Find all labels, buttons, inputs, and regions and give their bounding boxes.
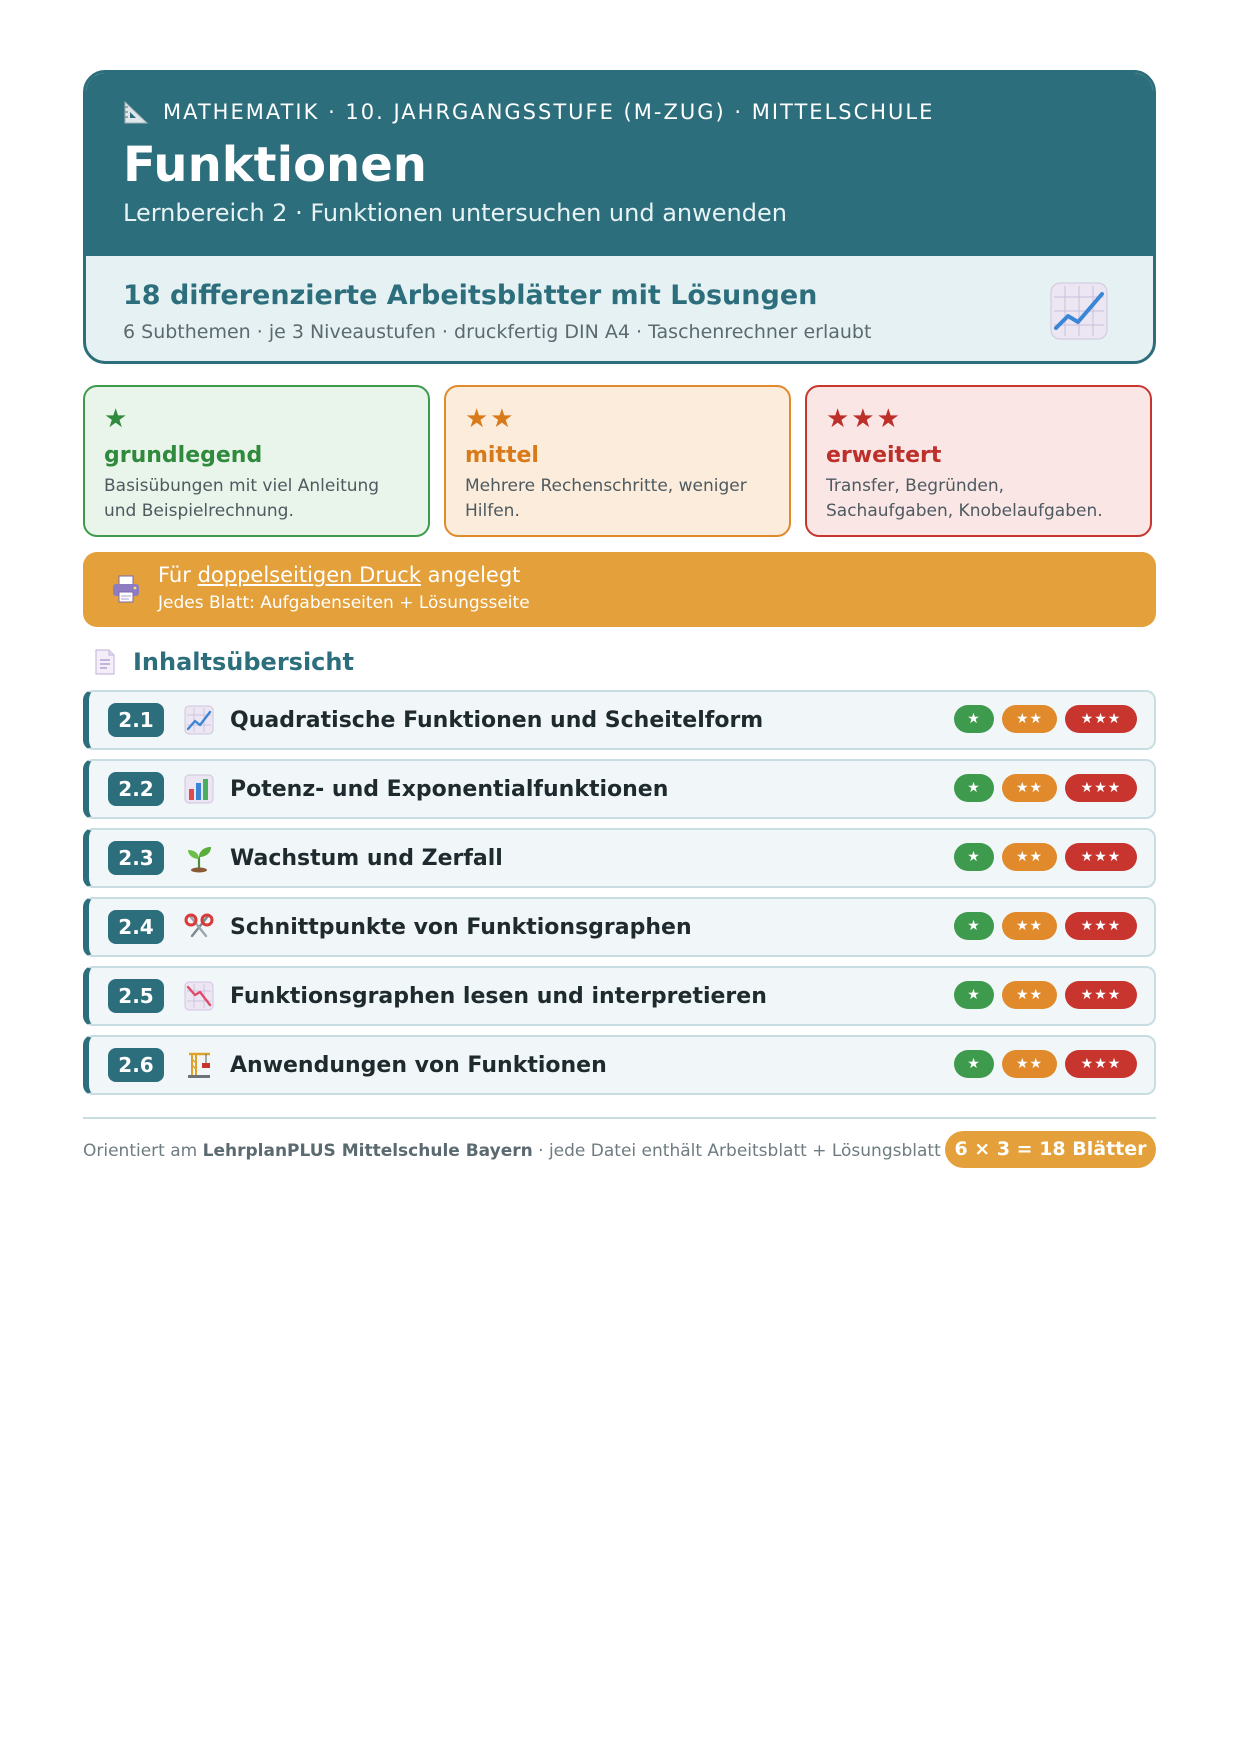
toc-item-number: 2.1 xyxy=(108,703,164,737)
scissors-icon xyxy=(184,912,214,942)
toc-item[interactable] xyxy=(83,1035,1156,1095)
level-name: erweitert xyxy=(826,443,942,468)
pill-level-2: ★★ xyxy=(1002,843,1057,871)
double-sided-print-link[interactable]: doppelseitigen Druck xyxy=(197,563,421,587)
print-subline: Jedes Blatt: Aufgabenseiten + Lösungsseite xyxy=(158,593,530,613)
footer-text-after: · jede Datei enthält Arbeitsblatt + Lösungsblatt xyxy=(532,1141,941,1161)
toc-heading xyxy=(93,648,354,676)
level-pills xyxy=(946,843,1137,871)
toc-item[interactable] xyxy=(83,759,1156,819)
pill-level-1: ★ xyxy=(954,774,994,802)
printer-icon xyxy=(111,574,141,604)
toc-item[interactable] xyxy=(83,897,1156,957)
chart-decreasing-icon xyxy=(184,981,214,1011)
level-card-erweitert xyxy=(805,385,1152,537)
pill-level-3: ★★★ xyxy=(1065,912,1137,940)
level-name: grundlegend xyxy=(104,443,263,468)
footer-note xyxy=(83,1141,941,1161)
bar-chart-icon xyxy=(184,774,214,804)
construction-crane-icon xyxy=(184,1050,214,1080)
pill-level-1: ★ xyxy=(954,981,994,1009)
pill-level-3: ★★★ xyxy=(1065,705,1137,733)
level-pills xyxy=(946,981,1137,1009)
toc-item-number: 2.2 xyxy=(108,772,164,806)
pill-level-3: ★★★ xyxy=(1065,1050,1137,1078)
summary-panel xyxy=(86,256,1153,364)
toc-item[interactable] xyxy=(83,690,1156,750)
level-pills xyxy=(946,912,1137,940)
toc-item[interactable] xyxy=(83,966,1156,1026)
level-pills xyxy=(946,1050,1137,1078)
subject-text: MATHEMATIK · 10. JAHRGANGSSTUFE (M-ZUG) · MITTELSCHULE xyxy=(163,100,935,124)
footer-text-before: Orientiert am xyxy=(83,1141,203,1161)
level-stars: ★ xyxy=(104,404,130,434)
pill-level-3: ★★★ xyxy=(1065,843,1137,871)
toc-item-label: Funktionsgraphen lesen und interpretieren xyxy=(230,983,767,1009)
level-card-grundlegend xyxy=(83,385,430,537)
print-text-before: Für xyxy=(158,563,198,587)
toc-item-number: 2.3 xyxy=(108,841,164,875)
seedling-icon xyxy=(184,843,214,873)
level-stars: ★★ xyxy=(465,404,516,434)
page-title: Funktionen xyxy=(123,137,427,193)
pill-level-3: ★★★ xyxy=(1065,774,1137,802)
header-card xyxy=(83,70,1156,364)
curriculum-name: LehrplanPLUS Mittelschule Bayern xyxy=(202,1141,533,1161)
document-icon xyxy=(93,648,117,676)
subject-line xyxy=(123,99,1153,125)
level-pills xyxy=(946,774,1137,802)
pill-level-1: ★ xyxy=(954,843,994,871)
pill-level-2: ★★ xyxy=(1002,981,1057,1009)
chart-increasing-icon xyxy=(1050,282,1108,340)
pill-level-2: ★★ xyxy=(1002,1050,1057,1078)
toc-item-label: Quadratische Funktionen und Scheitelform xyxy=(230,707,764,733)
page-subtitle: Lernbereich 2 · Funktionen untersuchen und anwenden xyxy=(123,199,787,227)
toc-item-label: Potenz- und Exponentialfunktionen xyxy=(230,776,669,802)
triangle-ruler-icon xyxy=(123,99,149,125)
sheet-count-badge: 6 × 3 = 18 Blätter xyxy=(945,1131,1156,1168)
pill-level-2: ★★ xyxy=(1002,705,1057,733)
pill-level-1: ★ xyxy=(954,912,994,940)
toc-item[interactable] xyxy=(83,828,1156,888)
header-banner xyxy=(86,73,1153,256)
level-description: Basisübungen mit viel Anleitung und Beispielrechnung. xyxy=(104,476,380,521)
pill-level-1: ★ xyxy=(954,1050,994,1078)
pill-level-2: ★★ xyxy=(1002,912,1057,940)
pill-level-1: ★ xyxy=(954,705,994,733)
toc-list xyxy=(83,690,1156,1104)
toc-item-number: 2.6 xyxy=(108,1048,164,1082)
level-card-mittel xyxy=(444,385,791,537)
summary-meta: 6 Subthemen · je 3 Niveaustufen · druckfertig DIN A4 · Taschenrechner erlaubt xyxy=(123,321,872,343)
toc-item-number: 2.5 xyxy=(108,979,164,1013)
toc-item-label: Anwendungen von Funktionen xyxy=(230,1052,607,1078)
toc-item-label: Wachstum und Zerfall xyxy=(230,845,503,871)
toc-title: Inhaltsübersicht xyxy=(133,648,354,676)
footer-divider xyxy=(83,1117,1156,1119)
level-pills xyxy=(946,705,1137,733)
toc-item-number: 2.4 xyxy=(108,910,164,944)
pill-level-3: ★★★ xyxy=(1065,981,1137,1009)
toc-item-label: Schnittpunkte von Funktionsgraphen xyxy=(230,914,692,940)
level-stars: ★★★ xyxy=(826,404,902,434)
summary-headline: 18 differenzierte Arbeitsblätter mit Lösungen xyxy=(123,280,818,311)
level-description: Transfer, Begründen, Sachaufgaben, Knobelaufgaben. xyxy=(826,476,1103,521)
chart-increasing-icon xyxy=(184,705,214,735)
level-name: mittel xyxy=(465,443,539,468)
level-description: Mehrere Rechenschritte, weniger Hilfen. xyxy=(465,476,747,521)
print-notice xyxy=(83,552,1156,627)
print-text-after: angelegt xyxy=(420,563,521,587)
print-headline xyxy=(158,563,1156,587)
pill-level-2: ★★ xyxy=(1002,774,1057,802)
